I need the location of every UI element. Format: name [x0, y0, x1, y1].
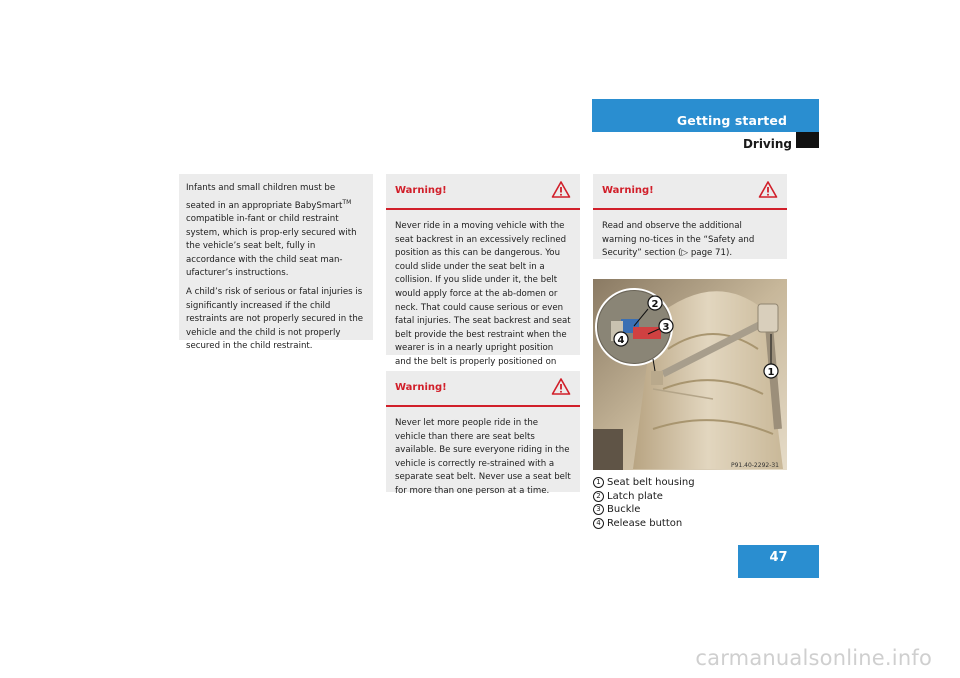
warning-title: Warning!	[602, 185, 654, 196]
warning-triangle-icon	[758, 180, 778, 200]
legend-number: 1	[593, 477, 604, 488]
info-paragraph-2: A child’s risk of serious or fatal injuries is significantly increased if the child restraints are not properly secured in the vehicle and the child is not properly secured in the child restraint.	[186, 287, 364, 352]
info-paragraph-1: Infants and small children must be seated in an appropriate BabySmart™ compatible in-fant or child restraint system, which is prop-erly secured with the vehicle’s seat belt, fully in accordance with the child seat man-ufacturer’s instructions.	[186, 183, 357, 279]
legend-item	[593, 503, 695, 517]
warning-header	[386, 174, 580, 210]
seat-belt-photo	[593, 279, 787, 470]
warning-text: Never ride in a moving vehicle with the seat backrest in an excessively reclined position as this can be dangerous. You could slide under the seat belt in a collision. If you slide under it, the belt would apply force at the ab-domen or neck. That could cause serious or even fatal injuries. The seat backrest and seat belt provide the best restraint when the wearer is in a nearly upright position and the belt is properly positioned on	[395, 221, 571, 367]
warning-box-reclined	[386, 174, 580, 367]
legend-number: 2	[593, 491, 604, 502]
callout-4: 4	[617, 335, 625, 346]
header-marker	[796, 132, 819, 148]
warning-triangle-icon	[551, 377, 571, 397]
header-band	[592, 99, 819, 132]
legend-label: Buckle	[607, 504, 641, 515]
page-number: 47	[769, 550, 788, 565]
warning-header	[593, 174, 787, 210]
photo-legend	[593, 476, 695, 530]
callout-2: 2	[651, 299, 659, 310]
page-number-box	[738, 545, 819, 578]
warning-box-safety-section	[593, 174, 787, 259]
legend-label: Release button	[607, 517, 683, 529]
legend-label: Seat belt housing	[607, 477, 695, 488]
warning-box-occupants	[386, 371, 580, 496]
section-title: Getting started	[676, 113, 787, 128]
legend-item	[593, 517, 695, 531]
photo-code: P91.40-2292-31	[730, 462, 779, 469]
warning-text: Read and observe the additional warning no-tices in the “Safety and Security” section (▷ page 71).	[602, 221, 755, 259]
legend-number: 3	[593, 504, 604, 515]
child-seat-info-box	[179, 174, 373, 352]
section-subtitle: Driving	[742, 137, 792, 151]
legend-number: 4	[593, 518, 604, 529]
legend-item	[593, 476, 695, 490]
warning-triangle-icon	[551, 180, 571, 200]
warning-header	[386, 371, 580, 407]
callout-3: 3	[662, 322, 670, 333]
warning-text: Never let more people ride in the vehicle than there are seat belts available. Be sure everyone riding in the vehicle is correctly re-strained with a separate seat belt. Never use a seat belt for more than one person at a time.	[395, 418, 571, 496]
legend-label: Latch plate	[607, 490, 663, 502]
seat-belt-illustration	[593, 279, 787, 470]
warning-title: Warning!	[395, 382, 447, 393]
warning-title: Warning!	[395, 185, 447, 196]
legend-item	[593, 490, 695, 504]
callout-1: 1	[767, 367, 775, 378]
watermark: carmanualsonline.info	[695, 646, 932, 670]
